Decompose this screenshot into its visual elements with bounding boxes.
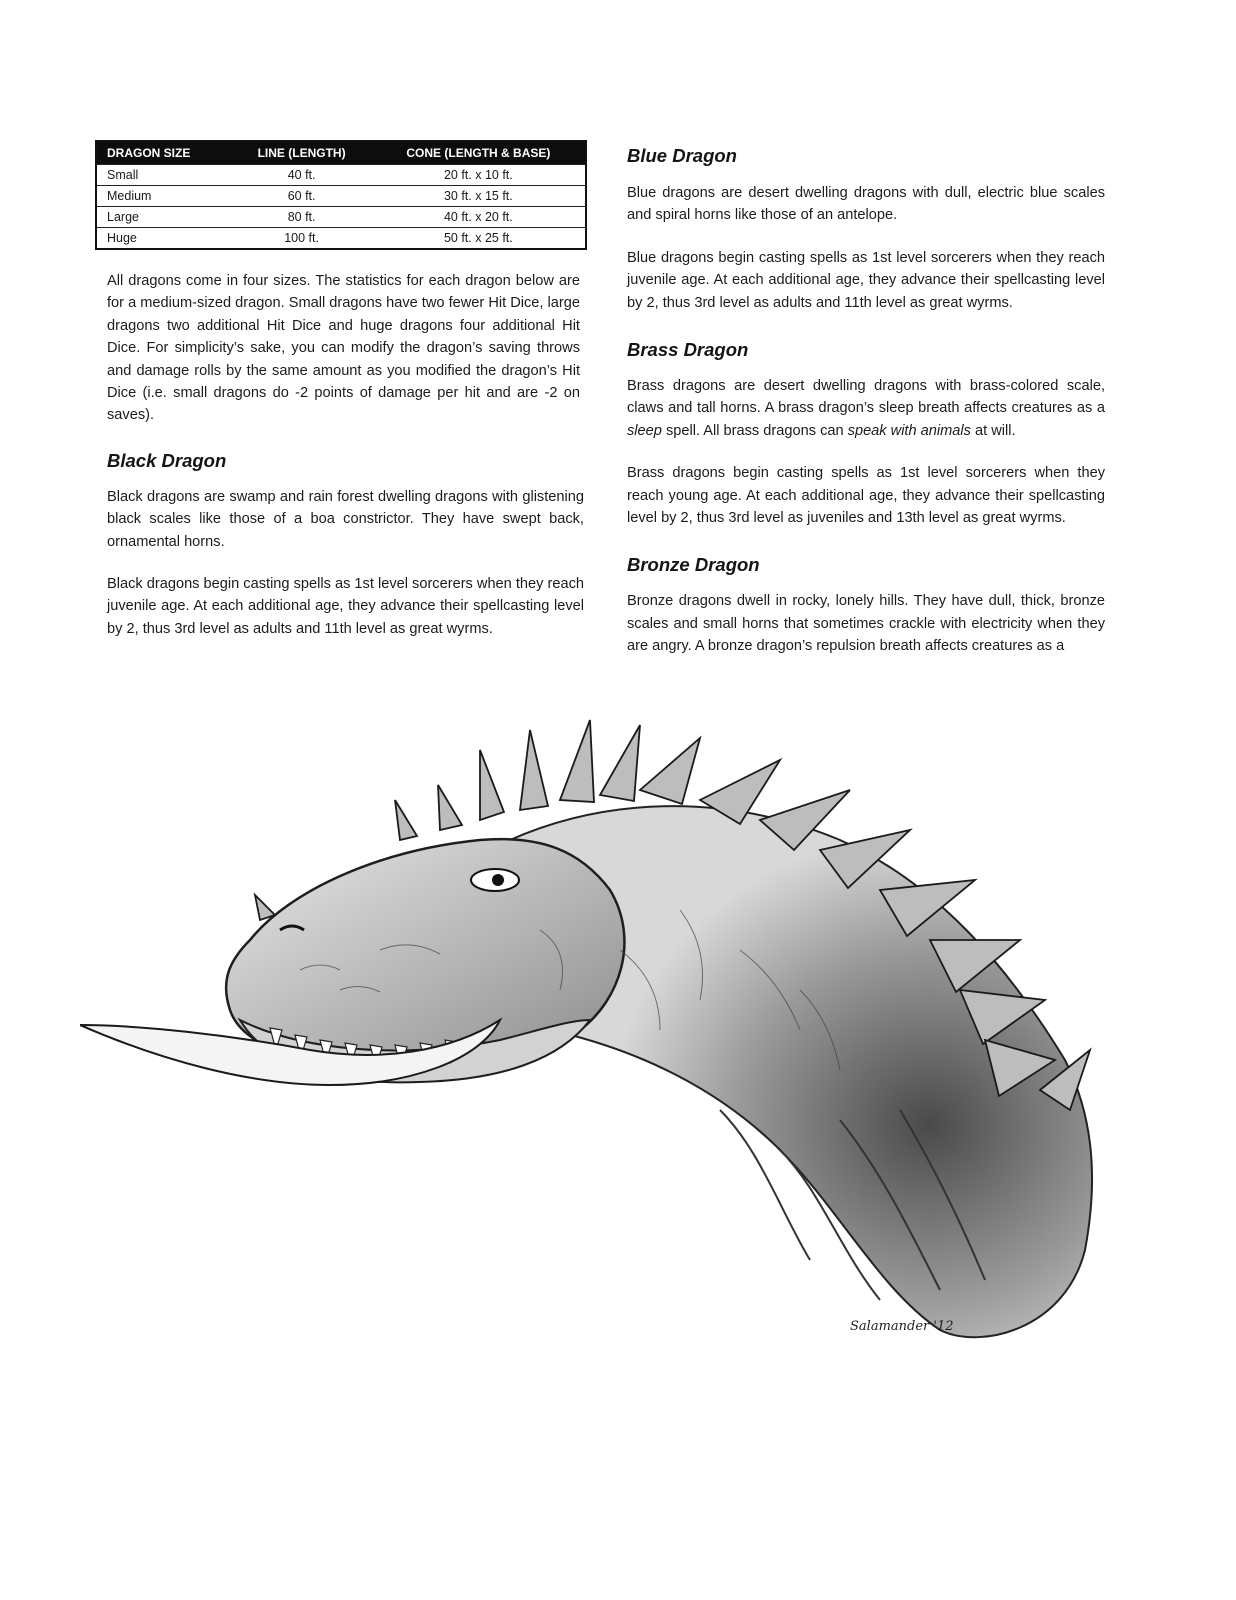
left-column: [95, 140, 587, 640]
table-header: CONE (LENGTH & BASE): [372, 141, 586, 165]
table-cell: 100 ft.: [231, 228, 371, 250]
bronze-dragon-paragraph-1: Bronze dragons dwell in rocky, lonely hills. They have dull, thick, bronze scales and small horns that sometimes crackle with electricity when they are angry. A bronze dragon’s repulsion breath affects creatures as a: [627, 593, 1105, 655]
table-cell: Medium: [96, 186, 231, 207]
table-header: LINE (LENGTH): [231, 141, 371, 165]
right-column: [627, 140, 1105, 658]
blue-dragon-heading: Blue Dragon: [627, 145, 737, 166]
bronze-dragon-heading: Bronze Dragon: [627, 554, 760, 576]
blue-dragon-paragraph-2: Blue dragons begin casting spells as 1st level sorcerers when they reach juvenile age. At each additional age, they advance their spellcasting level by 2, thus 3rd level as adults and 11th level as great wyrms.: [627, 249, 1105, 311]
table-header-row: [96, 141, 586, 165]
table-cell: Small: [96, 165, 231, 186]
black-dragon-paragraph-1: Black dragons are swamp and rain forest dwelling dragons with glistening black scales like those of a boa constrictor. They have swept back, ornamental horns.: [107, 488, 584, 550]
artist-signature: Salamander '12: [850, 1319, 954, 1334]
brass-dragon-heading: Brass Dragon: [627, 339, 749, 361]
dragon-size-table: [95, 140, 587, 250]
brass-dragon-paragraph-1: [627, 375, 1105, 442]
table-row: [96, 186, 586, 207]
table-cell: Large: [96, 207, 231, 228]
sleep-spell-name: sleep: [627, 422, 662, 439]
table-cell: Huge: [96, 228, 231, 250]
brass-text: spell. All brass dragons can: [661, 422, 848, 439]
black-dragon-heading: Black Dragon: [107, 449, 227, 471]
brass-text: Brass dragons are desert dwelling dragons with brass-colored scale, claws and tall horns. A brass dragon’s sleep breath affects creatures as a: [627, 378, 1105, 417]
black-dragon-paragraph-2: Black dragons begin casting spells as 1st level sorcerers when they reach juvenile age. At each additional age, they advance their spellcasting level by 2, thus 3rd level as adults and 11th level as great wyrms.: [107, 576, 584, 637]
table-cell: 40 ft.: [231, 165, 371, 186]
table-row: [96, 228, 586, 250]
brass-text: at will.: [970, 422, 1016, 439]
table-cell: 80 ft.: [231, 207, 371, 228]
blue-dragon-paragraph-1: Blue dragons are desert dwelling dragons with dull, electric blue scales and spiral horns like those of an antelope.: [627, 185, 1105, 224]
table-cell: 60 ft.: [231, 186, 371, 207]
table-cell: 50 ft. x 25 ft.: [372, 228, 586, 250]
intro-paragraph: All dragons come in four sizes. The statistics for each dragon below are for a medium-sized dragon. Small dragons have two fewer Hit Dice, large dragons two additional Hit Dice and huge dragons four additional Hit Dice. For simplicity’s sake, you can modify the dragon’s saving throws and damage rolls by the same amount as you modified the dragon’s Hit Dice (i.e. small dragons do -2 points of damage per hit and are -2 on saves).: [107, 273, 580, 424]
table-header: DRAGON SIZE: [96, 141, 231, 165]
table-row: [96, 207, 586, 228]
dragon-head-icon: [80, 690, 1125, 1370]
table-cell: 20 ft. x 10 ft.: [372, 165, 586, 186]
table-row: [96, 165, 586, 186]
dragon-head-illustration: [80, 690, 1125, 1370]
brass-dragon-paragraph-2: Brass dragons begin casting spells as 1st level sorcerers when they reach young age. At each additional age, they advance their spellcasting level by 2, thus 3rd level as juveniles and 13th level as great wyrms.: [627, 465, 1105, 527]
table-cell: 30 ft. x 15 ft.: [372, 186, 586, 207]
table-cell: 40 ft. x 20 ft.: [372, 207, 586, 228]
speak-with-animals-name: speak with animals: [847, 422, 971, 439]
